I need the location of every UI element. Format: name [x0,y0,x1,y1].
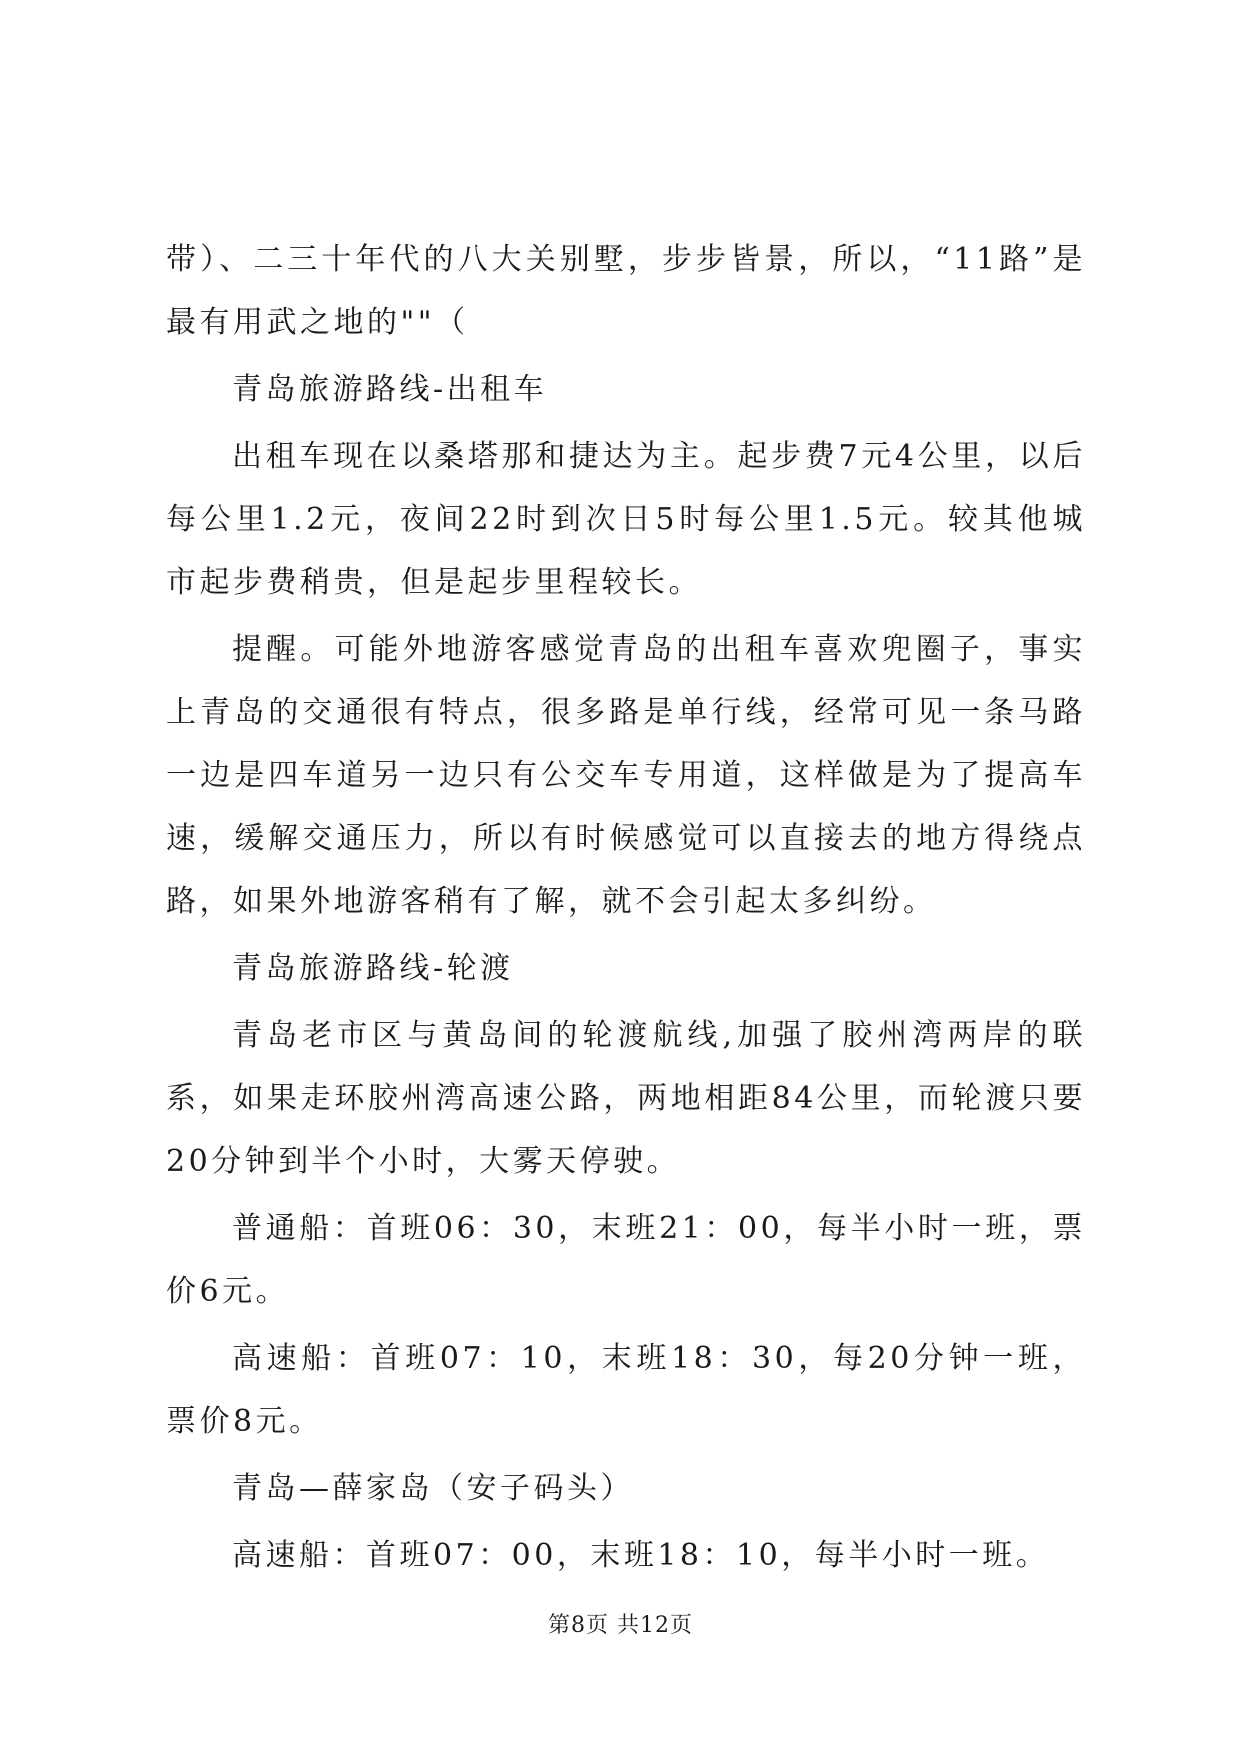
paragraph-fast-ferry-schedule: 高速船：首班07：10，末班18：30，每20分钟一班，票价8元。 [166,1341,1086,1439]
paragraph-regular-ferry-schedule: 普通船：首班06：30，末班21：00，每半小时一班，票价6元。 [166,1211,1086,1309]
section-heading-ferry: 青岛旅游路线-轮渡 [232,951,514,986]
paragraph-xuejiadao-schedule: 高速船：首班07：00，末班18：10，每半小时一班。 [232,1538,1050,1573]
paragraph-taxi-reminder: 提醒。可能外地游客感觉青岛的出租车喜欢兜圈子，事实上青岛的交通很有特点，很多路是单行线，经常可见一条马路一边是四车道另一边只有公交车专用道，这样做是为了提高车速，缓解交通压力，所以有时候感觉可以直接去的地方得绕点路，如果外地游客稍有了解，就不会引起太多纠纷。 [166,632,1086,919]
paragraph-continuation: 带）、二三十年代的八大关别墅，步步皆景，所以，“11路”是最有用武之地的""（ [166,242,1086,340]
document-body [166,228,1086,1591]
section-heading-taxi: 青岛旅游路线-出租车 [232,372,548,407]
paragraph-ferry-route: 青岛老市区与黄岛间的轮渡航线,加强了胶州湾两岸的联系，如果走环胶州湾高速公路，两地相距84公里，而轮渡只要20分钟到半个小时，大雾天停驶。 [166,1018,1086,1179]
page-number: 第8页 共12页 [548,1613,693,1638]
section-heading-xuejiadao: 青岛—薛家岛（安子码头） [232,1471,634,1506]
page-footer [0,1611,1241,1641]
paragraph-taxi-fares: 出租车现在以桑塔那和捷达为主。起步费7元4公里，以后每公里1.2元，夜间22时到次日5时每公里1.5元。较其他城市起步费稍贵，但是起步里程较长。 [166,439,1086,600]
